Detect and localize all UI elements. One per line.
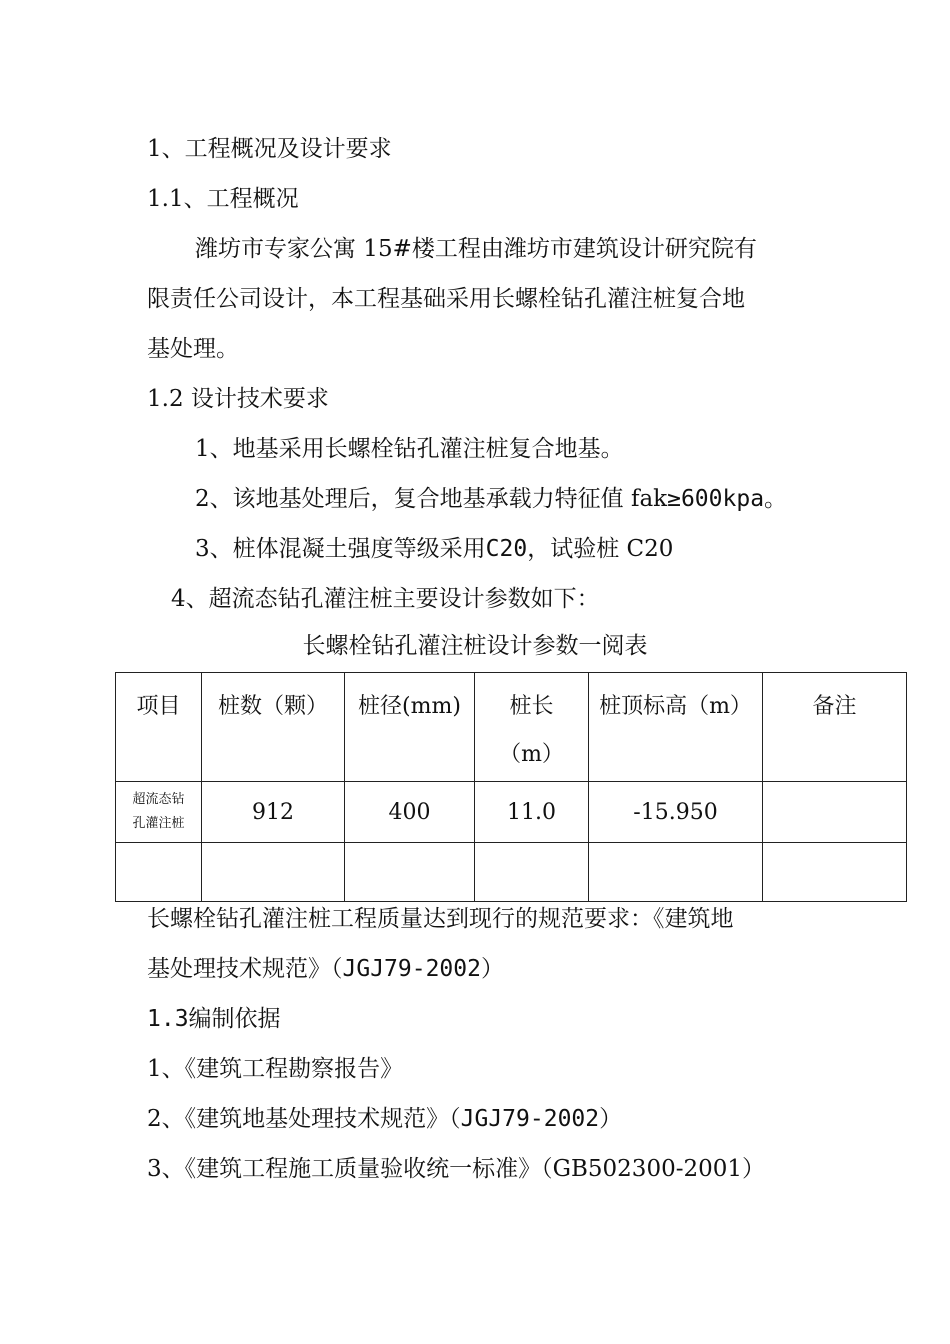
cell-diameter: 400: [345, 782, 475, 843]
requirement-1: 1、地基采用长螺栓钻孔灌注桩复合地基。: [195, 436, 624, 462]
cell-top-elevation: -15.950: [589, 782, 763, 843]
requirement-2-value: ≥600kpa。: [667, 486, 788, 512]
empty-cell: [763, 843, 907, 902]
heading-1: 1、工程概况及设计要求: [147, 136, 392, 162]
header-diameter: 桩径(mm): [345, 673, 475, 782]
empty-cell: [202, 843, 345, 902]
table-header-row: [116, 673, 907, 782]
cell-item: [116, 782, 202, 843]
heading-1-3-number: 1.3: [147, 1006, 189, 1032]
empty-cell: [116, 843, 202, 902]
quality-line: 长螺栓钻孔灌注桩工程质量达到现行的规范要求：《建筑地: [147, 906, 734, 932]
empty-cell: [475, 843, 589, 902]
table-caption: 长螺栓钻孔灌注桩设计参数一阅表: [302, 633, 648, 659]
requirement-4: 4、超流态钻孔灌注桩主要设计参数如下：: [171, 586, 600, 612]
paragraph-line: 潍坊市专家公寓 15#楼工程由潍坊市建筑设计研究院有: [195, 236, 757, 262]
requirement-3-test: ，试验桩 C20: [527, 536, 674, 562]
table-row: [116, 782, 907, 843]
header-top-elevation: 桩顶标高（m）: [589, 673, 763, 782]
header-item: 项目: [116, 673, 202, 782]
cell-item-line: 孔灌注桩: [132, 816, 185, 831]
requirement-2: [195, 485, 787, 513]
basis-2-text: 2、《建筑地基处理技术规范》: [147, 1106, 450, 1132]
header-length: 桩长（m）: [475, 673, 589, 782]
quality-line: [147, 955, 504, 983]
requirement-3-text: 3、桩体混凝土强度等级采用: [195, 536, 486, 562]
design-parameter-table: [115, 672, 907, 902]
paragraph-line: 限责任公司设计，本工程基础采用长螺栓钻孔灌注桩复合地: [147, 286, 745, 312]
cell-item-line: 超流态钻: [132, 792, 185, 807]
heading-1-3-text: 编制依据: [188, 1006, 281, 1032]
requirement-2-text: 2、该地基处理后，复合地基承载力特征值 fak: [195, 486, 668, 512]
requirement-3: [195, 535, 673, 563]
header-remark: 备注: [763, 673, 907, 782]
basis-2: [147, 1105, 622, 1133]
cell-count: 912: [202, 782, 345, 843]
paragraph-line: 基处理。: [147, 336, 239, 362]
empty-cell: [589, 843, 763, 902]
basis-1: 1、《建筑工程勘察报告》: [147, 1056, 404, 1082]
empty-cell: [345, 843, 475, 902]
heading-1-1: 1.1、工程概况: [147, 186, 299, 212]
basis-2-code: （JGJ79-2002）: [449, 1106, 623, 1132]
quality-standard-code: （JGJ79-2002）: [331, 956, 504, 982]
requirement-3-grade: C20: [485, 536, 528, 562]
cell-remark: [763, 782, 907, 843]
header-count: 桩数（颗）: [202, 673, 345, 782]
quality-standard: 基处理技术规范》: [147, 956, 331, 982]
heading-1-2: 1.2 设计技术要求: [147, 386, 329, 412]
cell-length: 11.0: [475, 782, 589, 843]
basis-3: 3、《建筑工程施工质量验收统一标准》（GB502300-2001）: [147, 1156, 766, 1182]
heading-1-3: [147, 1005, 281, 1033]
table-row-empty: [116, 843, 907, 902]
